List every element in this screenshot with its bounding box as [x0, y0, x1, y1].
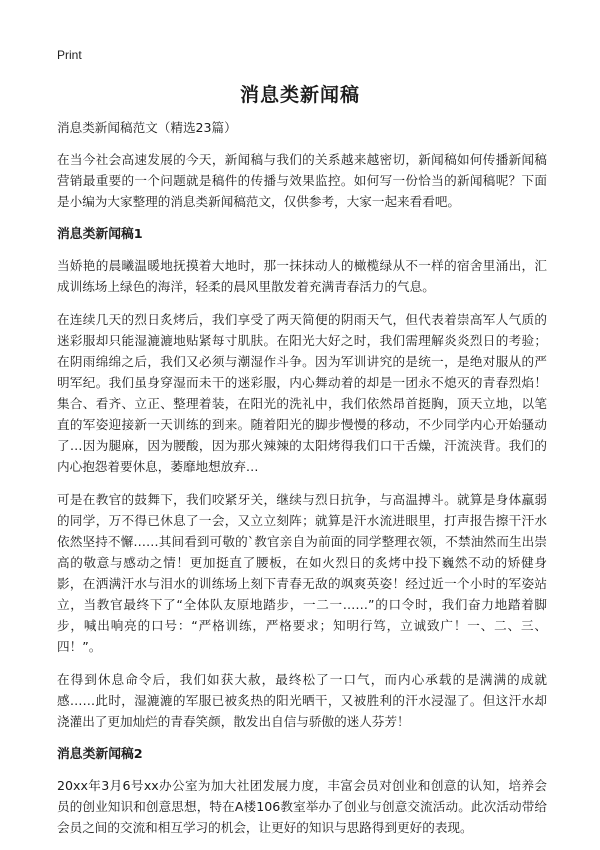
section-1-paragraph: 在得到休息命令后，我们如获大赦，最终松了一口气，而内心承载的是满满的成就感……此时，湿漉漉的军服已被炙热的阳光晒干，又被胜利的汗水浸湿了。但这汗水却浇灌出了更加灿烂的青春笑颜，散发出自信与骄傲的迷人芬芳！ — [57, 672, 547, 729]
section-2-paragraph: 20xx年3月6号xx办公室为加大社团发展力度，丰富会员对创业和创意的认知，培养会员的创业知识和创意思想，特在A楼106教室举办了创业与创意交流活动。此次活动带给会员之间的交流和相互学习的机会，让更好的知识与思路得到更好的表现。 — [57, 778, 547, 835]
document-subtitle: 消息类新闻稿范文（精选23篇） — [57, 120, 237, 135]
section-1-paragraph: 可是在教官的鼓舞下，我们咬紧牙关，继续与烈日抗争，与高温搏斗。就算是身体羸弱的同学，万不得已休息了一会，又立立刻阵；就算是汗水流进眼里，打声报告擦干汗水依然坚持不懈……其间看到可敬的`教官亲自为前面的同学整理衣领，不禁油然而生出崇高的敬意与感动之情！更加挺直了腰板，在如火烈日的炙烤中投下巍然不动的矫健身影，在洒满汗水与泪水的训练场上刻下青春无敌的飒爽英姿！经过近一个小时的军姿站立，当教官最终下了“全体队友原地踏步，一二一……”的口令时，我们奋力地踏着脚步，喊出响亮的口号：“严格训练，严格要求；知明行笃，立诚致广！一、二、三、四！”。 — [57, 492, 547, 654]
page-title: 消息类新闻稿 — [239, 84, 360, 106]
intro-paragraph: 在当今社会高速发展的今天，新闻稿与我们的关系越来越密切，新闻稿如何传播新闻稿营销最重要的一个问题就是稿件的传播与效果监控。如何写一份恰当的新闻稿呢？下面是小编为大家整理的消息类新闻稿范文，仅供参考，大家一起来看看吧。 — [57, 152, 547, 209]
section-heading-2: 消息类新闻稿2 — [57, 747, 143, 762]
print-link[interactable]: Print — [57, 48, 82, 62]
section-1-paragraph: 当娇艳的晨曦温暖地抚摸着大地时，那一抹抹动人的橄榄绿从不一样的宿舍里涌出，汇成训练场上绿色的海洋，轻柔的晨风里散发着充满青春活力的气息。 — [57, 258, 547, 294]
section-1-paragraph: 在连续几天的烈日炙烤后，我们享受了两天简便的阴雨天气，但代表着崇高军人气质的迷彩服却只能湿漉漉地贴紧每寸肌肤。在阳光大好之时，我们需理解炎炎烈日的考验；在阴雨绵绵之后，我们又必须与潮湿作斗争。因为军训讲究的是统一，是绝对服从的严明军纪。我们虽身穿湿而未干的迷彩服，内心舞动着的却是一团永不熄灭的青春烈焰！集合、看齐、立正、整理着装，在阳光的洗礼中，我们依然昂首挺胸，顶天立地，以笔直的军姿迎接新一天训练的到来。随着阳光的脚步慢慢的移动，不少同学内心开始骚动了…因为腿麻，因为腰酸，因为那火辣辣的太阳烤得我们口干舌燥，汗流浃背。我们的内心抱怨着要休息，萎靡地想放弃… — [57, 312, 547, 474]
section-heading-1: 消息类新闻稿1 — [57, 227, 143, 242]
document-body — [57, 117, 547, 850]
